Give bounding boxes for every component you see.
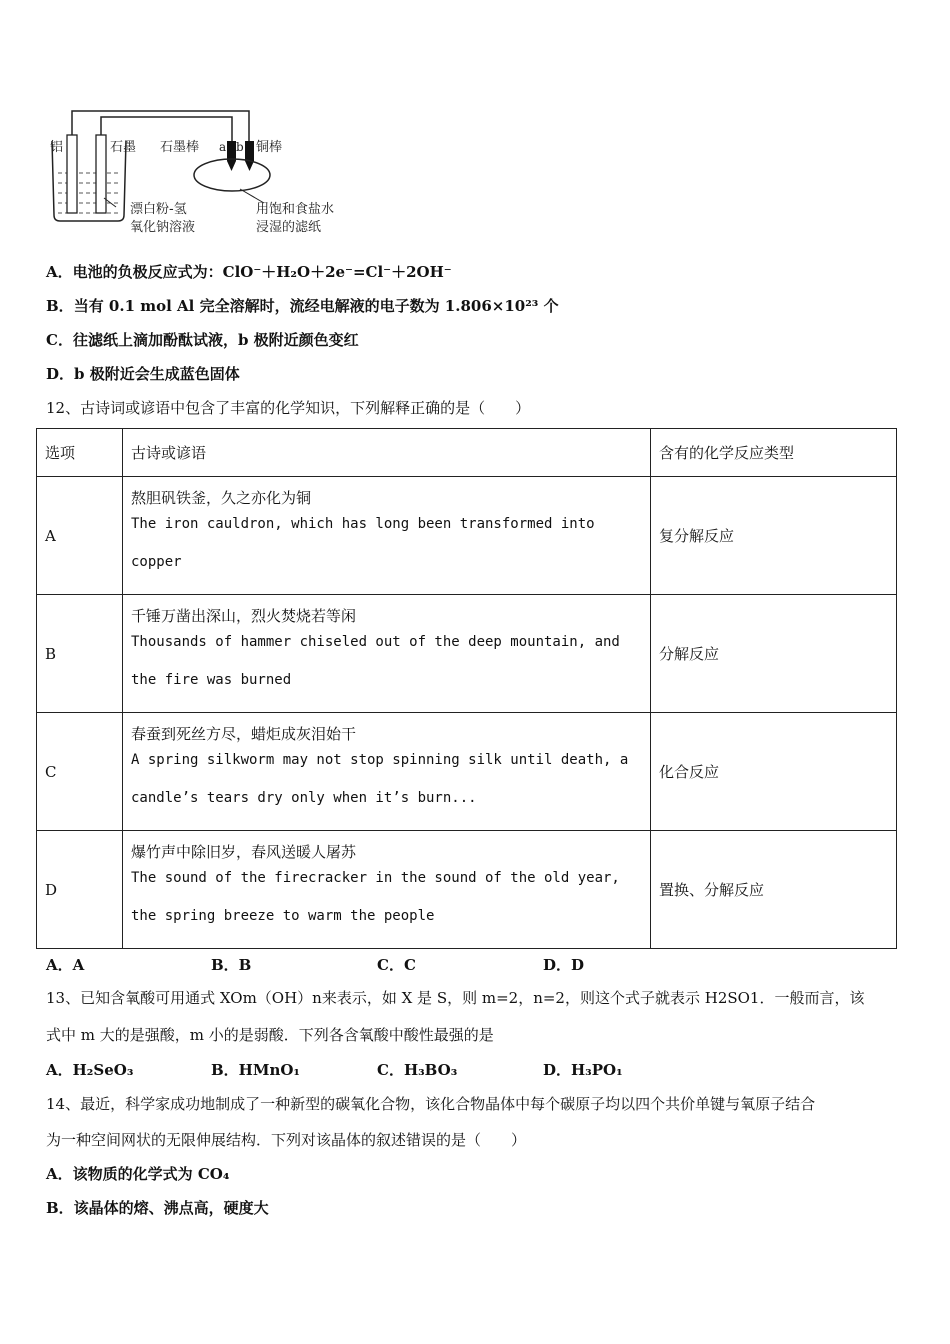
- q11-option-a: A．电池的负极反应式为：ClO⁻＋H₂O＋2e⁻=Cl⁻＋2OH⁻: [46, 263, 452, 281]
- label-paper-1: 用饱和食盐水: [256, 202, 335, 217]
- row-reaction-type: 化合反应: [651, 713, 897, 831]
- label-electrolyte-1: 漂白粉-氢: [130, 202, 187, 217]
- table-row: [37, 477, 897, 595]
- table-row: [37, 595, 897, 713]
- poem-zh: 春蚕到死丝方尽，蜡炬成灰泪始干: [131, 724, 357, 743]
- q14-stem-line1: 14、最近，科学家成功地制成了一种新型的碳氧化合物，该化合物晶体中每个碳原子均以四个共价单键与氧原子结合: [46, 1095, 816, 1113]
- row-poem: [123, 595, 651, 713]
- poem-en-line1: Thousands of hammer chiseled out of the deep mountain, and: [131, 633, 620, 650]
- q13-option-a: A．H₂SeO₃: [46, 1061, 134, 1079]
- label-electrolyte-2: 氧化钠溶液: [130, 220, 196, 235]
- header-reaction-type: 含有的化学反应类型: [651, 429, 897, 477]
- poem-en-line2: candle’s tears dry only when it’s burn...: [131, 789, 477, 806]
- q11-option-d: D．b 极附近会生成蓝色固体: [46, 365, 240, 383]
- q13-option-d: D．H₃PO₁: [543, 1061, 623, 1079]
- poem-en-line2: copper: [131, 553, 182, 570]
- q13-stem-line1: 13、已知含氧酸可用通式 XOm（OH）n来表示，如 X 是 S，则 m=2，n=2，则这个式子就表示 H2SO1．一般而言，该: [46, 989, 865, 1007]
- poem-en-line1: The sound of the firecracker in the sound of the old year,: [131, 869, 620, 886]
- q14-option-b: B．该晶体的熔、沸点高，硬度大: [46, 1199, 269, 1217]
- header-option: 选项: [37, 429, 123, 477]
- row-reaction-type: 复分解反应: [651, 477, 897, 595]
- label-paper-2: 浸湿的滤纸: [256, 220, 322, 235]
- q11-option-c: C．往滤纸上滴加酚酞试液，b 极附近颜色变红: [46, 331, 359, 349]
- label-copper-rod: 铜棒: [256, 140, 283, 155]
- label-b: b: [236, 140, 244, 154]
- row-option: C: [37, 713, 123, 831]
- poem-en-line2: the fire was burned: [131, 671, 292, 688]
- row-option: B: [37, 595, 123, 713]
- q13-option-c: C．H₃BO₃: [377, 1061, 458, 1079]
- table-row: [37, 713, 897, 831]
- table-row: [37, 831, 897, 949]
- row-poem: [123, 477, 651, 595]
- poem-en-line1: The iron cauldron, which has long been transformed into: [131, 515, 595, 532]
- row-reaction-type: 分解反应: [651, 595, 897, 713]
- row-option: D: [37, 831, 123, 949]
- label-aluminum: 铝: [50, 140, 64, 155]
- q14-stem-line2: 为一种空间网状的无限伸展结构．下列对该晶体的叙述错误的是（ ）: [46, 1131, 527, 1149]
- q13-stem-line2: 式中 m 大的是强酸，m 小的是弱酸．下列各含氧酸中酸性最强的是: [46, 1026, 494, 1044]
- q14-option-a: A．该物质的化学式为 CO₄: [46, 1165, 230, 1183]
- row-reaction-type: 置换、分解反应: [651, 831, 897, 949]
- label-graphite: 石墨: [110, 140, 137, 155]
- q13-option-b: B．HMnO₁: [211, 1061, 300, 1079]
- row-option: A: [37, 477, 123, 595]
- apparatus-figure: [44, 103, 354, 243]
- q12-answer-b: B．B: [211, 956, 252, 974]
- poem-zh: 熬胆矾铁釜，久之亦化为铜: [131, 488, 312, 507]
- row-poem: [123, 713, 651, 831]
- poem-zh: 爆竹声中除旧岁，春风送暖人屠苏: [131, 842, 357, 861]
- table-header-row: [37, 429, 897, 477]
- poem-en-line2: the spring breeze to warm the people: [131, 907, 435, 924]
- q12-answer-a: A．A: [46, 956, 85, 974]
- q12-answer-c: C．C: [377, 956, 416, 974]
- header-poem: 古诗或谚语: [123, 429, 651, 477]
- label-a: a: [219, 140, 227, 154]
- q12-table: [36, 428, 897, 949]
- row-poem: [123, 831, 651, 949]
- poem-en-line1: A spring silkworm may not stop spinning silk until death, a: [131, 751, 629, 768]
- q12-stem: 12、古诗词或谚语中包含了丰富的化学知识，下列解释正确的是（ ）: [46, 399, 531, 417]
- label-graphite-rod: 石墨棒: [160, 140, 200, 155]
- poem-zh: 千锤万凿出深山，烈火焚烧若等闲: [131, 606, 357, 625]
- q11-option-b: B．当有 0.1 mol Al 完全溶解时，流经电解液的电子数为 1.806×10²³ 个: [46, 297, 559, 315]
- q12-answer-d: D．D: [543, 956, 585, 974]
